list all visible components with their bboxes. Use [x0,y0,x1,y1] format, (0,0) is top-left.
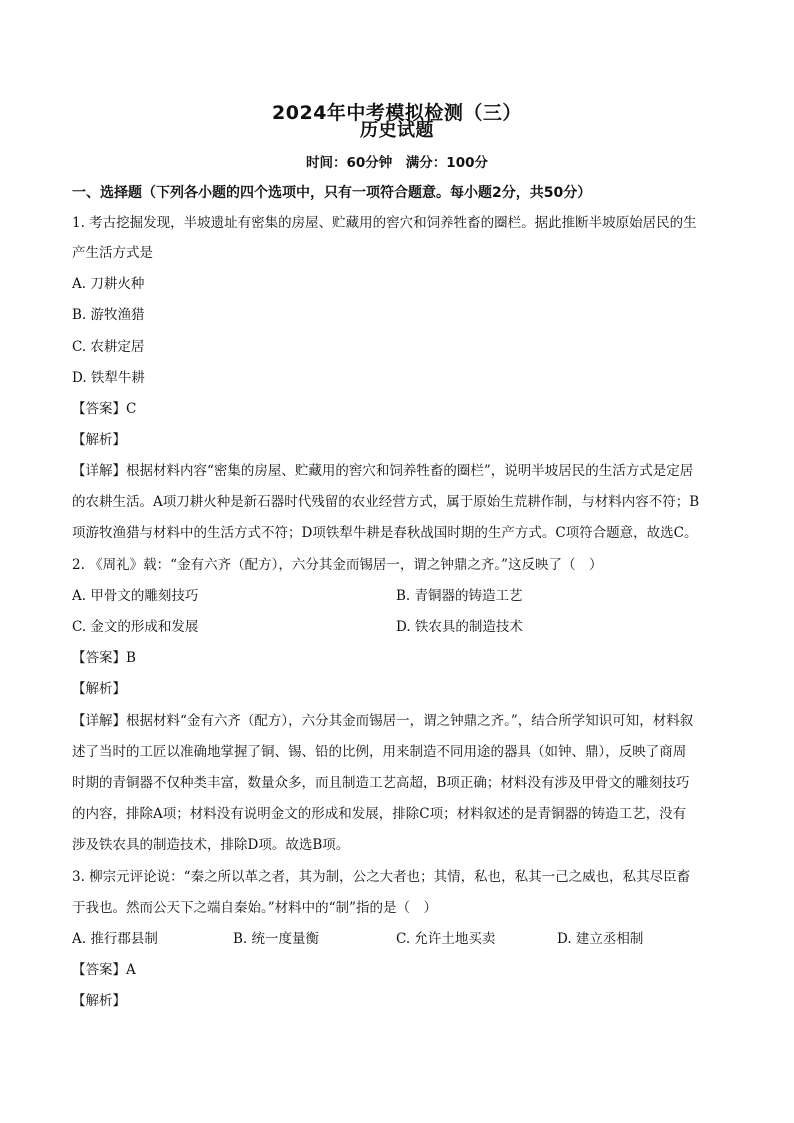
q3-answer: 【答案】A [72,962,136,978]
exam-time-info: 时间：60分钟 满分：100分 [306,155,488,171]
q2-detail-line1: 【详解】根据材料“金有六齐（配方），六分其金而锡居一，谓之钟鼎之齐。”，结合所学知识可知，材料叙 [72,713,694,729]
q1-option-d: D. 铁犁牛耕 [72,370,145,386]
q3-option-a: A. 推行郡县制 [72,931,158,947]
q2-stem: 2. 《周礼》载：“金有六齐（配方），六分其金而锡居一，谓之钟鼎之齐。”这反映了（ ） [72,557,603,573]
q2-option-a: A. 甲骨文的雕刻技巧 [72,588,199,604]
q2-detail-line4: 的内容，排除A项；材料没有说明金文的形成和发展，排除C项；材料叙述的是青铜器的铸造工艺，没有 [72,806,687,822]
q2-option-d: D. 铁农具的制造技术 [396,619,523,635]
q3-option-d: D. 建立丞相制 [557,931,644,947]
q3-option-c: C. 允许土地买卖 [396,931,496,947]
q3-stem-line1: 3. 柳宗元评论说：“秦之所以革之者，其为制，公之大者也；其情，私也，私其一己之威也，私其尽臣畜 [72,869,691,885]
q1-detail-line3: 项游牧渔猎与材料中的生活方式不符；D项铁犁牛耕是春秋战国时期的生产方式。C项符合题意，故选C。 [72,525,698,541]
q1-option-a: A. 刀耕火种 [72,276,145,292]
q3-option-b: B. 统一度量衡 [233,931,320,947]
exam-title: 2024年中考模拟检测（三） [272,102,522,124]
q2-analysis-label: 【解析】 [72,681,126,697]
q2-detail-line3: 时期的青铜器不仅种类丰富，数量众多，而且制造工艺高超，B项正确；材料没有涉及甲骨文的雕刻技巧 [72,775,690,791]
q1-option-b: B. 游牧渔猎 [72,307,145,323]
q2-option-c: C. 金文的形成和发展 [72,619,199,635]
q2-answer: 【答案】B [72,650,136,666]
q2-detail-line5: 涉及铁农具的制造技术，排除D项。故选B项。 [72,837,350,853]
exam-subject: 历史试题 [360,120,434,141]
q1-detail-line1: 【详解】根据材料内容“密集的房屋、贮藏用的窖穴和饲养牲畜的圈栏”，说明半坡居民的生活方式是定居 [72,463,694,479]
q1-stem-line2: 产生活方式是 [72,245,153,261]
q3-stem-line2: 于我也。然而公天下之端自秦始。”材料中的“制”指的是（ ） [72,900,437,916]
q1-answer: 【答案】C [72,401,137,417]
section-heading-choice: 一、选择题（下列各小题的四个选项中，只有一项符合题意。每小题2分，共50分） [72,185,592,201]
q1-option-c: C. 农耕定居 [72,339,145,355]
q2-option-b: B. 青铜器的铸造工艺 [396,588,523,604]
q1-stem-line1: 1. 考古挖掘发现，半坡遗址有密集的房屋、贮藏用的窖穴和饲养牲畜的圈栏。据此推断半坡原始居民的生 [72,215,697,231]
q3-analysis-label: 【解析】 [72,993,126,1009]
q1-analysis-label: 【解析】 [72,432,126,448]
q2-detail-line2: 述了当时的工匠以准确地掌握了铜、锡、铅的比例，用来制造不同用途的器具（如钟、鼎），反映了商周 [72,744,687,760]
q1-detail-line2: 的农耕生活。A项刀耕火种是新石器时代残留的农业经营方式，属于原始生荒耕作制，与材料内容不符；B [72,494,700,510]
